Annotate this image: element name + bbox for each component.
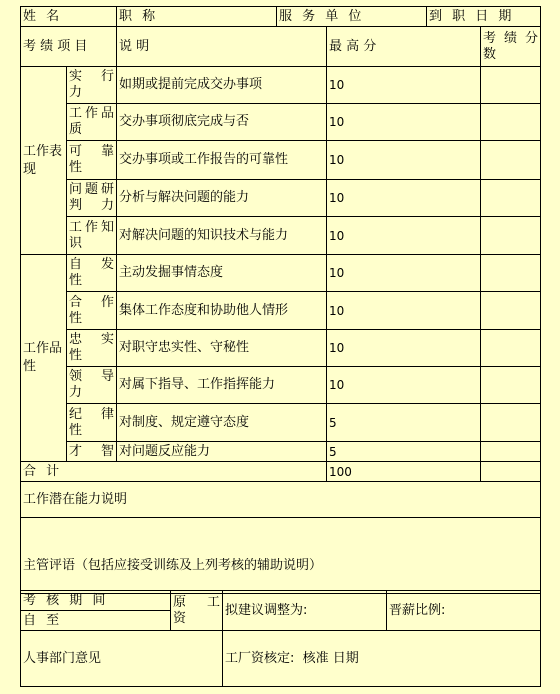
item-cell: 可 靠 性 (67, 141, 117, 180)
total-value: 100 (327, 462, 481, 482)
unit-label: 服 务 单 位 (277, 7, 427, 27)
hr-opinion-label: 人事部门意见 (21, 631, 223, 687)
title-label: 职 称 (117, 7, 277, 27)
potential-input[interactable] (21, 518, 541, 558)
item-cell: 才 智 (67, 442, 117, 462)
desc-cell: 分析与解决问题的能力 (117, 180, 327, 217)
bottom-table (20, 590, 541, 687)
col-desc-header: 说 明 (117, 27, 327, 67)
max-cell: 10 (327, 67, 481, 104)
max-cell: 10 (327, 141, 481, 180)
score-input[interactable] (481, 442, 541, 462)
max-cell: 5 (327, 442, 481, 462)
score-input[interactable] (481, 255, 541, 292)
desc-cell: 交办事项或工作报告的可靠性 (117, 141, 327, 180)
item-cell: 领 导 力 (67, 367, 117, 404)
desc-cell: 对职守忠实性、守秘性 (117, 330, 327, 367)
period-label: 考 核 期 间 (21, 591, 171, 611)
item-cell: 合 作 性 (67, 292, 117, 330)
score-input[interactable] (481, 141, 541, 180)
desc-cell: 集体工作态度和协助他人情形 (117, 292, 327, 330)
group-label-performance: 工作表现 (21, 67, 67, 255)
desc-cell: 交办事项彻底完成与否 (117, 104, 327, 141)
max-cell: 10 (327, 367, 481, 404)
score-input[interactable] (481, 180, 541, 217)
desc-cell: 主动发掘事情态度 (117, 255, 327, 292)
total-score-input[interactable] (481, 462, 541, 482)
item-cell: 忠 实 性 (67, 330, 117, 367)
score-input[interactable] (481, 104, 541, 141)
score-input[interactable] (481, 330, 541, 367)
date-label: 到 职 日 期 (427, 7, 541, 27)
header-table (20, 6, 541, 27)
appraisal-table (20, 26, 541, 594)
max-cell: 10 (327, 104, 481, 141)
total-label: 合 计 (21, 462, 327, 482)
col-item-header: 考 绩 项 目 (21, 27, 117, 67)
max-cell: 10 (327, 330, 481, 367)
max-cell: 10 (327, 217, 481, 255)
adjust-label: 拟建议调整为: (223, 591, 387, 631)
score-input[interactable] (481, 217, 541, 255)
group-label-character: 工作品性 (21, 255, 67, 462)
score-input[interactable] (481, 292, 541, 330)
col-score-header: 考 绩 分 数 (481, 27, 541, 67)
item-cell: 纪 律 性 (67, 404, 117, 442)
desc-cell: 对解决问题的知识技术与能力 (117, 217, 327, 255)
score-input[interactable] (481, 404, 541, 442)
max-cell: 10 (327, 180, 481, 217)
col-max-header: 最 高 分 (327, 27, 481, 67)
desc-cell: 对属下指导、工作指挥能力 (117, 367, 327, 404)
item-cell: 工作品质 (67, 104, 117, 141)
item-cell: 工作知识 (67, 217, 117, 255)
max-cell: 10 (327, 292, 481, 330)
desc-cell: 如期或提前完成交办事项 (117, 67, 327, 104)
raise-label: 晋薪比例: (387, 591, 541, 631)
score-input[interactable] (481, 67, 541, 104)
name-label: 姓 名 (21, 7, 117, 27)
from-to-label: 自 至 (21, 611, 171, 631)
orig-salary-label: 原 工 资 (171, 591, 223, 631)
max-cell: 10 (327, 255, 481, 292)
potential-label: 工作潜在能力说明 (21, 482, 541, 518)
item-cell: 自 发 性 (67, 255, 117, 292)
item-cell: 实 行 力 (67, 67, 117, 104)
approve-label: 工厂资核定: 核准 日期 (223, 631, 541, 687)
score-input[interactable] (481, 367, 541, 404)
desc-cell: 对制度、规定遵守态度 (117, 404, 327, 442)
desc-cell: 对问题反应能力 (117, 442, 327, 462)
max-cell: 5 (327, 404, 481, 442)
item-cell: 问题研判力 (67, 180, 117, 217)
supervisor-label: 主管评语（包括应接受训练及上列考核的辅助说明） (21, 558, 541, 594)
